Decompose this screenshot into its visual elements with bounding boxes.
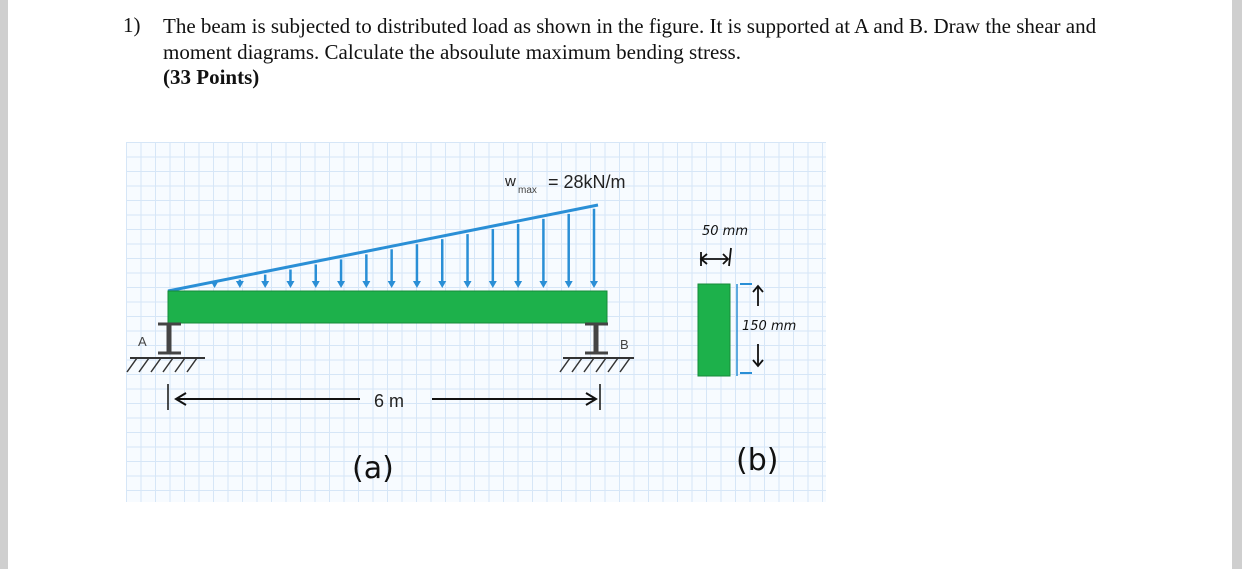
span-label: 6 m (374, 391, 405, 411)
load-value: = 28kN/m (548, 172, 626, 192)
load-symbol (504, 173, 516, 190)
load-arrow-head (590, 281, 598, 288)
load-arrow-head (362, 281, 370, 288)
width-label: 50 mm (702, 224, 749, 239)
load-arrows (211, 209, 598, 288)
height-label: 150 mm (742, 319, 797, 334)
load-arrow-head (413, 281, 421, 288)
load-arrow-head (211, 281, 219, 288)
load-arrow-head (438, 281, 446, 288)
load-arrow-head (388, 281, 396, 288)
load-arrow-head (236, 281, 244, 288)
load-envelope-line (168, 205, 598, 291)
load-arrow-head (464, 281, 472, 288)
caption-a: (a) (352, 451, 394, 486)
load-symbol-text: w (505, 173, 516, 190)
support-a-label: A (138, 334, 147, 349)
load-arrow-head (261, 281, 269, 288)
width-dimension (701, 248, 731, 266)
load-arrow-head (286, 281, 294, 288)
load-arrow-head (565, 281, 573, 288)
load-arrow-head (539, 281, 547, 288)
load-arrow-head (514, 281, 522, 288)
problem-points: (33 Points) (163, 65, 260, 89)
load-subscript: max (518, 185, 537, 196)
problem-number: 1) (123, 13, 141, 37)
load-arrow-head (312, 281, 320, 288)
beam (168, 291, 607, 323)
problem-statement: The beam is subjected to distributed load as shown in the figure. It is supported at A and B. Draw the shear and moment diagrams. Calculate the absoulute maximum bending stress. (163, 14, 1097, 64)
caption-b: (b) (736, 443, 779, 478)
support-b-label: B (620, 337, 629, 352)
cross-section (698, 284, 730, 376)
load-arrow-head (489, 281, 497, 288)
load-arrow-head (337, 281, 345, 288)
